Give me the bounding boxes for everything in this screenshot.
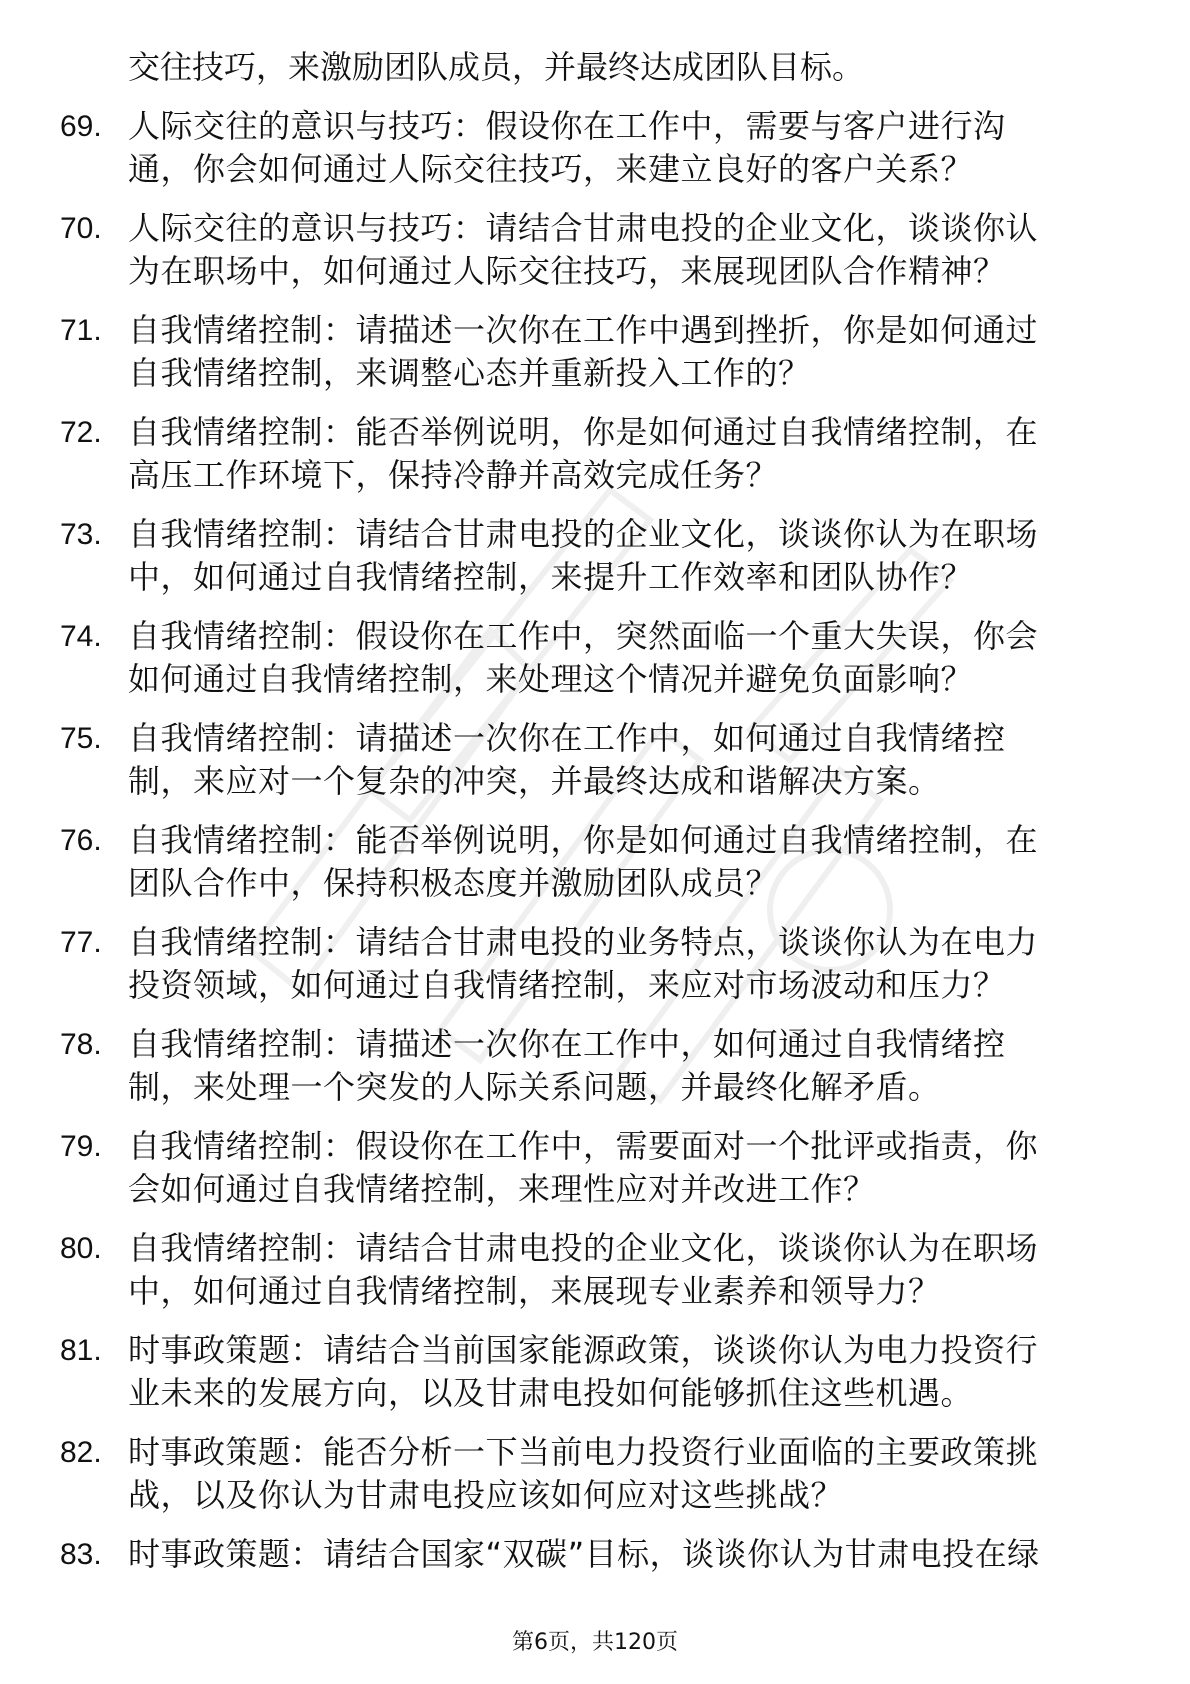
item-number: 77.	[60, 926, 102, 959]
item-text-line: 如何通过自我情绪控制，来处理这个情况并避免负面影响？	[128, 660, 974, 698]
item-text-line: 高压工作环境下，保持冷静并高效完成任务？	[128, 456, 779, 494]
item-text-line: 中，如何通过自我情绪控制，来展现专业素养和领导力？	[128, 1272, 941, 1310]
item-text-line: 自我情绪控制，来调整心态并重新投入工作的？	[128, 354, 811, 392]
item-number: 80.	[60, 1232, 102, 1265]
item-text-line: 中，如何通过自我情绪控制，来提升工作效率和团队协作？	[128, 558, 974, 596]
item-number: 83.	[60, 1538, 102, 1571]
continuation-line: 交往技巧，来激励团队成员，并最终达成团队目标。	[128, 48, 865, 86]
list-item	[60, 513, 1110, 599]
list-item	[60, 819, 1110, 905]
list-item	[60, 615, 1110, 701]
item-number: 73.	[60, 518, 102, 551]
list-item	[60, 1431, 1110, 1517]
item-text-line: 会如何通过自我情绪控制，来理性应对并改进工作？	[128, 1170, 876, 1208]
list-item	[60, 309, 1110, 395]
item-text-line: 时事政策题：请结合当前国家能源政策，谈谈你认为电力投资行	[128, 1331, 1039, 1369]
list-item	[60, 1533, 1110, 1576]
page-number-footer: 第6页，共120页	[512, 1630, 678, 1655]
item-number: 74.	[60, 620, 102, 653]
item-text-line: 通，你会如何通过人际交往技巧，来建立良好的客户关系？	[128, 150, 974, 188]
item-number: 76.	[60, 824, 102, 857]
item-text-line: 业未来的发展方向，以及甘肃电投如何能够抓住这些机遇。	[128, 1374, 974, 1412]
list-item	[60, 1023, 1110, 1109]
item-text-line: 制，来处理一个突发的人际关系问题，并最终化解矛盾。	[128, 1068, 941, 1106]
question-list	[60, 46, 1110, 1592]
item-text-line: 自我情绪控制：请结合甘肃电投的企业文化，谈谈你认为在职场	[128, 515, 1039, 553]
item-text-line: 自我情绪控制：能否举例说明，你是如何通过自我情绪控制，在	[128, 413, 1039, 451]
list-item	[60, 1227, 1110, 1313]
item-text-line: 人际交往的意识与技巧：请结合甘肃电投的企业文化，谈谈你认	[128, 209, 1039, 247]
list-item	[60, 207, 1110, 293]
list-item	[60, 921, 1110, 1007]
list-item	[60, 1125, 1110, 1211]
item-text-line: 人际交往的意识与技巧：假设你在工作中，需要与客户进行沟	[128, 107, 1006, 145]
list-item	[60, 717, 1110, 803]
item-number: 71.	[60, 314, 102, 347]
item-text-line: 自我情绪控制：请结合甘肃电投的业务特点，谈谈你认为在电力	[128, 923, 1039, 961]
item-number: 81.	[60, 1334, 102, 1367]
list-item	[60, 411, 1110, 497]
list-item	[60, 1329, 1110, 1415]
item-number: 78.	[60, 1028, 102, 1061]
item-number: 70.	[60, 212, 102, 245]
item-text-line: 战，以及你认为甘肃电投应该如何应对这些挑战？	[128, 1476, 844, 1514]
item-text-line: 制，来应对一个复杂的冲突，并最终达成和谐解决方案。	[128, 762, 941, 800]
item-text-line: 自我情绪控制：请结合甘肃电投的企业文化，谈谈你认为在职场	[128, 1229, 1039, 1267]
item-text-line: 自我情绪控制：假设你在工作中，突然面临一个重大失误，你会	[128, 617, 1039, 655]
item-number: 82.	[60, 1436, 102, 1469]
item-text-line: 自我情绪控制：请描述一次你在工作中，如何通过自我情绪控	[128, 1025, 1006, 1063]
item-text-line: 自我情绪控制：能否举例说明，你是如何通过自我情绪控制，在	[128, 821, 1039, 859]
item-text-line: 为在职场中，如何通过人际交往技巧，来展现团队合作精神？	[128, 252, 1006, 290]
item-text-line: 自我情绪控制：假设你在工作中，需要面对一个批评或指责，你	[128, 1127, 1039, 1165]
item-text-line: 投资领域，如何通过自我情绪控制，来应对市场波动和压力？	[128, 966, 1006, 1004]
list-item	[60, 105, 1110, 191]
item-text-line: 时事政策题：能否分析一下当前电力投资行业面临的主要政策挑	[128, 1433, 1039, 1471]
item-number: 79.	[60, 1130, 102, 1163]
item-number: 69.	[60, 110, 102, 143]
item-number: 75.	[60, 722, 102, 755]
item-text-line: 自我情绪控制：请描述一次你在工作中遇到挫折，你是如何通过	[128, 311, 1039, 349]
item-text-line: 自我情绪控制：请描述一次你在工作中，如何通过自我情绪控	[128, 719, 1006, 757]
item-text-line: 时事政策题：请结合国家“双碳”目标，谈谈你认为甘肃电投在绿	[128, 1535, 1040, 1573]
item-text-line: 团队合作中，保持积极态度并激励团队成员？	[128, 864, 779, 902]
item-number: 72.	[60, 416, 102, 449]
